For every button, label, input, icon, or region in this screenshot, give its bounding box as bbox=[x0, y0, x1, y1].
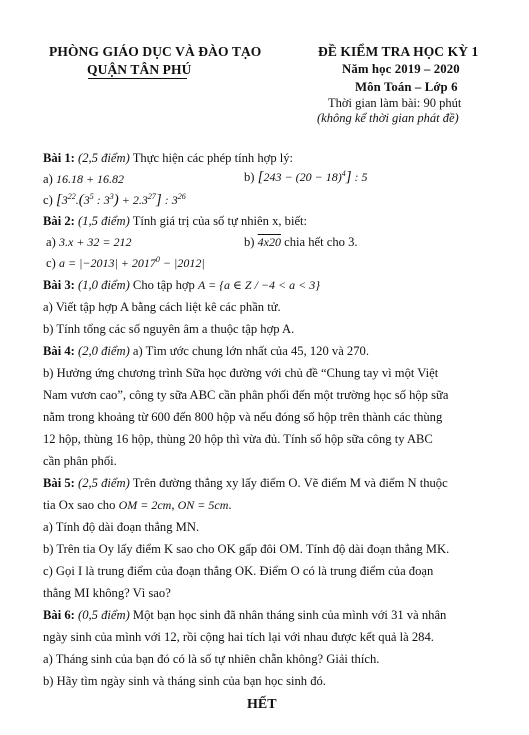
bai3-points: (1,0 điểm) bbox=[78, 278, 130, 292]
bai6-label: Bài 6: bbox=[43, 608, 75, 622]
bai2-c: c) $a = |-2013| + 2017^0 - |2012|$ bbox=[46, 255, 205, 270]
department-title: PHÒNG GIÁO DỤC VÀ ĐÀO TẠO bbox=[49, 44, 262, 59]
bai4-points: (2,0 điểm) bbox=[78, 344, 130, 358]
bai5-points: (2,5 điểm) bbox=[78, 476, 130, 490]
bai1-c-exp5: 26 bbox=[177, 192, 186, 201]
bai2-label: Bài 2: bbox=[43, 214, 75, 228]
exam-title: ĐỀ KIỂM TRA HỌC KỲ 1 bbox=[318, 44, 479, 59]
bai4-heading bbox=[43, 344, 369, 359]
subject: Môn Toán – Lớp 6 bbox=[355, 80, 458, 94]
bai4-b-line4: 12 hộp, thùng 16 hộp, thùng 20 hộp thì vừa đủ. Tính số hộp sữa công ty ABC bbox=[43, 432, 433, 446]
bai1-c-exp2: 5 bbox=[89, 192, 94, 201]
bai1-c-base1: 3 bbox=[61, 193, 68, 207]
bai5-text2: tia Ox sao cho bbox=[43, 498, 116, 512]
bai1-text: Thực hiện các phép tính hợp lý: bbox=[132, 151, 294, 165]
bai1-c-mid: + 2.3 bbox=[121, 193, 148, 207]
bai6-text: Một bạn học sinh đã nhân tháng sinh của mình với 31 và nhân bbox=[132, 608, 447, 622]
district-title: QUẬN TÂN PHÚ bbox=[87, 62, 192, 77]
bai2-b bbox=[244, 235, 358, 250]
bai5-c-line1: c) Gọi I là trung điểm của đoạn thẳng OK. Điểm O có là trung điểm của đoạn bbox=[43, 564, 434, 578]
bai1-b-tail: : 5 bbox=[354, 170, 368, 184]
bai6-points: (0,5 điểm) bbox=[78, 608, 130, 622]
bai2-a-expr: 3.x + 32 = 212 bbox=[58, 235, 132, 249]
bai1-c-label: c) bbox=[43, 193, 53, 207]
bai2-text: Tính giá trị của số tự nhiên x, biết: bbox=[132, 214, 308, 228]
bai6-line2: ngày sinh của mình với 12, rồi cộng hai tích lại với nhau được kết quả là 284. bbox=[43, 630, 434, 644]
bai2-c-label: c) bbox=[46, 256, 56, 270]
bai2-c-pow: 0 bbox=[155, 255, 160, 264]
bai2-b-label: b) bbox=[244, 235, 255, 249]
bai5-c-line2: thẳng MI không? Vì sao? bbox=[43, 586, 171, 600]
bai2-b-expr: 4x20 bbox=[257, 235, 281, 249]
bai4-b-line1: b) Hưởng ứng chương trình Sữa học đường với chủ đề “Chung tay vì một Việt bbox=[43, 366, 439, 380]
bai4-b-line5: cần phân phối. bbox=[43, 454, 117, 468]
bai4-a: a) Tìm ước chung lớn nhất của 45, 120 và 270. bbox=[132, 344, 369, 358]
end-marker: HẾT bbox=[247, 697, 277, 712]
bai2-c-mid: + 2017 bbox=[120, 256, 156, 270]
bai2-c-abs1: −2013 bbox=[82, 256, 115, 270]
bai2-heading bbox=[43, 214, 307, 229]
bai1-b-pow: 4 bbox=[341, 169, 346, 178]
bai5-label: Bài 5: bbox=[43, 476, 75, 490]
header-underline bbox=[88, 78, 187, 79]
bai1-c-base5: 3 bbox=[171, 193, 178, 207]
school-year: Năm học 2019 – 2020 bbox=[342, 62, 460, 76]
bai6-b: b) Hãy tìm ngày sinh và tháng sinh của bạn học sinh đó. bbox=[43, 674, 326, 688]
bai1-c-exp1: 22 bbox=[67, 192, 76, 201]
bai4-label: Bài 4: bbox=[43, 344, 75, 358]
bai2-points: (1,5 điểm) bbox=[78, 214, 130, 228]
bai1-label: Bài 1: bbox=[43, 151, 75, 165]
bai2-c-abs2: 2012 bbox=[177, 256, 202, 270]
bai4-b-line3: nằm trong khoảng từ 600 đến 800 hộp và nếu đóng số hộp trên thành các thùng bbox=[43, 410, 443, 424]
time-limit: Thời gian làm bài: 90 phút bbox=[328, 96, 462, 110]
bai5-om: OM = 2cm bbox=[118, 498, 172, 512]
bai2-c-lhs: a = bbox=[58, 256, 77, 270]
bai1-c-base3: 3 bbox=[103, 193, 110, 207]
bai1-points: (2,5 điểm) bbox=[78, 151, 130, 165]
bai5-end: . bbox=[228, 498, 232, 512]
bai5-line2 bbox=[43, 498, 232, 513]
bai1-heading bbox=[43, 151, 293, 166]
bai5-text: Trên đường thẳng xy lấy điểm O. Vẽ điểm M và điểm N thuộc bbox=[132, 476, 448, 490]
bai1-b: b) $[243 - (20 - 18)^4]$ : 5 bbox=[244, 169, 368, 185]
bai4-b-line2: Nam vươn cao”, công ty sữa ABC cần phân phối đến một trường học số hộp sữa bbox=[43, 388, 449, 402]
bai1-a-label: a) bbox=[43, 172, 53, 186]
bai1-c-exp4: 27 bbox=[147, 192, 156, 201]
bai2-a-label: a) bbox=[46, 235, 56, 249]
bai1-b-inner: 243 − (20 − 18) bbox=[263, 170, 342, 184]
bai1-b-label: b) bbox=[244, 170, 255, 184]
bai3-text: Cho tập hợp bbox=[132, 278, 195, 292]
bai3-label: Bài 3: bbox=[43, 278, 75, 292]
bai5-heading bbox=[43, 476, 448, 491]
bai5-b: b) Trên tia Oy lấy điểm K sao cho OK gấp đôi OM. Tính độ dài đoạn thẳng MK. bbox=[43, 542, 450, 556]
bai1-a-expr: 16.18 + 16.82 bbox=[55, 172, 125, 186]
bai3-a: a) Viết tập hợp A bằng cách liệt kê các phần tử. bbox=[43, 300, 281, 314]
bai1-a bbox=[43, 172, 124, 187]
bai3-set-expr: A = {a ∈ Z / −4 < a < 3} bbox=[198, 278, 321, 292]
bai1-c-exp3: 3 bbox=[109, 192, 114, 201]
bai2-b-text: chia hết cho 3. bbox=[284, 235, 358, 249]
bai5-a: a) Tính độ dài đoạn thẳng MN. bbox=[43, 520, 200, 534]
bai6-heading bbox=[43, 608, 446, 623]
bai2-a bbox=[46, 235, 131, 250]
bai5-on: ON = 5cm bbox=[177, 498, 229, 512]
time-note: (không kể thời gian phát đề) bbox=[317, 111, 459, 125]
bai1-c-base2: 3 bbox=[83, 193, 90, 207]
bai3-b: b) Tính tổng các số nguyên âm a thuộc tập hợp A. bbox=[43, 322, 295, 336]
bai6-a: a) Tháng sinh của bạn đó có là số tự nhiên chẵn không? Giải thích. bbox=[43, 652, 380, 666]
bai5-sep: , bbox=[171, 498, 175, 512]
bai1-c: c) [$3^{22}.(3^5$ : $3^3) + 2.3^{27}$] : $3^{26}$ bbox=[43, 192, 186, 208]
bai3-heading bbox=[43, 278, 320, 293]
